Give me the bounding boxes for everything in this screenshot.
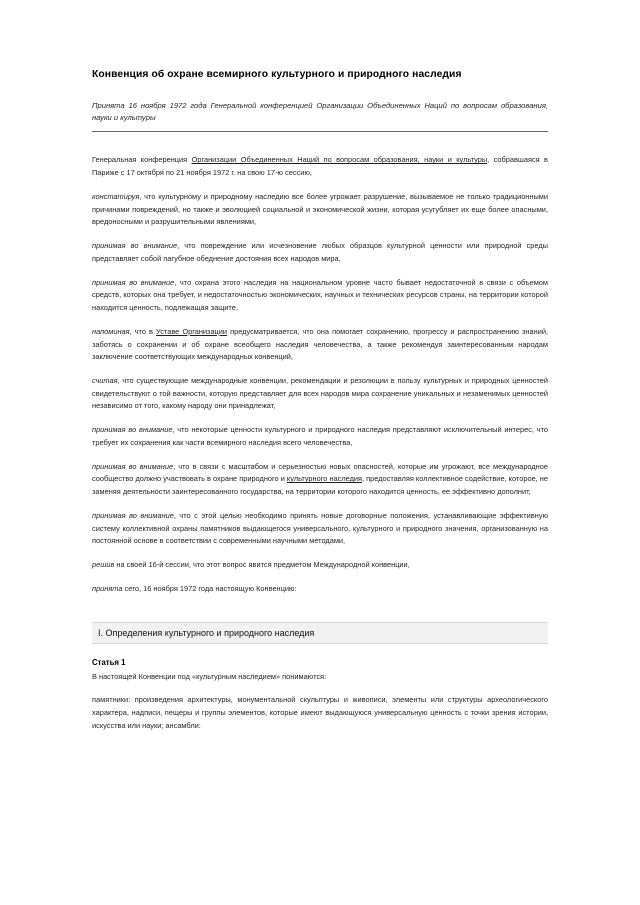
paragraph-p11 <box>92 583 548 596</box>
accent-divider <box>92 131 548 132</box>
emphasis-run: констатируя <box>92 191 140 201</box>
paragraph-p3 <box>92 240 548 265</box>
article-intro: В настоящей Конвенции под «культурным наследием» понимаются: <box>92 671 327 681</box>
text-run: , что некоторые ценности культурного и природного наследия представляют исключительный интерес, что требует их сохранения как части всемирного наследия всего человечества, <box>92 425 548 447</box>
document-subtitle: Принята 16 ноября 1972 года Генеральной конференцией Организации Объединенных Наций по вопросам образования, науки и культуры <box>92 100 548 122</box>
text-run: , собравшаяся в Париже с 17 октября по 21 ноября 1972 г. на свою 17-ю сессию, <box>92 155 548 178</box>
text-run: на своей 16-й сессии, что этот вопрос явится предметом Международной конвенции, <box>114 560 410 570</box>
paragraph-p4 <box>92 277 548 315</box>
text-run: , что культурному и природному наследию все более угрожает разрушение, вызываемое не только традиционными причинами повреждений, но также и эволюцией социальной и экономической жизни, которая усугубляет их еще более опасными, вредоносными и разрушительными явлениями, <box>92 191 548 227</box>
text-run: , что в связи с масштабом и серьезностью новых опасностей, которые им угрожают, все международное сообщество должно участвовать в охране природного и <box>92 461 548 484</box>
reference-link[interactable]: Организации Объединенных Наций по вопросам образования, науки и культуры <box>191 155 488 165</box>
text-run: , что в <box>129 326 157 336</box>
paragraph-p6 <box>92 375 548 413</box>
emphasis-run: решив <box>92 560 115 570</box>
text-run: , что с этой целью необходимо принять новые договорные положения, устанавливающие эффективную систему коллективной охраны памятников выдающегося универсального, культурного и природного значения, организованную на постоянной основе в соответствии с современными научными методами, <box>92 510 548 546</box>
emphasis-run: принимая во внимание <box>92 425 173 435</box>
page-title: Конвенция об охране всемирного культурного и природного наследия <box>92 69 462 80</box>
emphasis-run: считая <box>92 375 118 385</box>
text-run: сего, 16 ноября 1972 года настоящую Конвенцию: <box>122 583 297 593</box>
paragraph-p1 <box>92 154 548 179</box>
text-run: Генеральная конференция <box>92 155 192 165</box>
paragraph-p10 <box>92 559 548 572</box>
article-body: памятники: произведения архитектуры, монументальной скульптуры и живописи, элементы или структуры археологического характера, надписи, пещеры и группы элементов, которые имеют выдающуюся универсальную ценность с точки зрения истории, искусства или науки; ансамбли: <box>92 695 548 730</box>
article-heading: Статья 1 <box>92 657 126 667</box>
text-run: , что охрана этого наследия на национальном уровне часто бывает недостаточной в связи с объемом средств, которых она требует, и недостаточностью экономических, научных и технических ресурсов страны, на территории которой находится ценность, подлежащая защите, <box>92 277 548 313</box>
text-run: , предоставляя коллективное содействие, которое, не заменяя деятельности заинтересованного государства, на территории которого находится ценность, ее эффективно дополнит, <box>92 474 548 497</box>
paragraph-p5 <box>92 326 548 364</box>
emphasis-run: принимая во внимание <box>92 241 178 251</box>
paragraph-p7 <box>92 424 548 449</box>
emphasis-run: принимая во внимание <box>92 277 175 287</box>
emphasis-run: принята <box>92 583 123 593</box>
text-run: предусматривается, что она помогает сохранению, прогрессу и распространению знаний, заботясь о сохранении и об охране всеобщего наследия человечества, а также рекомендуя заинтересованным народам заключение соответствующих международных конвенций, <box>92 326 549 362</box>
section-heading: I. Определения культурного и природного наследия <box>92 622 548 644</box>
emphasis-run: принимая во внимание <box>92 461 174 471</box>
paragraph-p2 <box>92 191 548 229</box>
reference-link[interactable]: культурного наследия <box>286 474 363 484</box>
text-run: , что существующие международные конвенции, рекомендации и резолюции в пользу культурных и природных ценностей свидетельствуют о той важности, которую представляет для всех народов мира сохранение уникальных и незаменимых ценностей независимо от того, какому народу они принадлежат, <box>92 375 548 411</box>
paragraph-p9 <box>92 510 548 548</box>
text-run: , что повреждение или исчезновение любых образцов культурной ценности или природной среды представляет собой пагубное обеднение достояния всех народов мира, <box>92 241 548 263</box>
reference-link[interactable]: Уставе Организации <box>156 326 228 336</box>
emphasis-run: напоминая <box>92 326 130 336</box>
emphasis-run: принимая во внимание <box>92 510 174 520</box>
paragraph-p8 <box>92 461 548 499</box>
document-body <box>92 154 548 595</box>
